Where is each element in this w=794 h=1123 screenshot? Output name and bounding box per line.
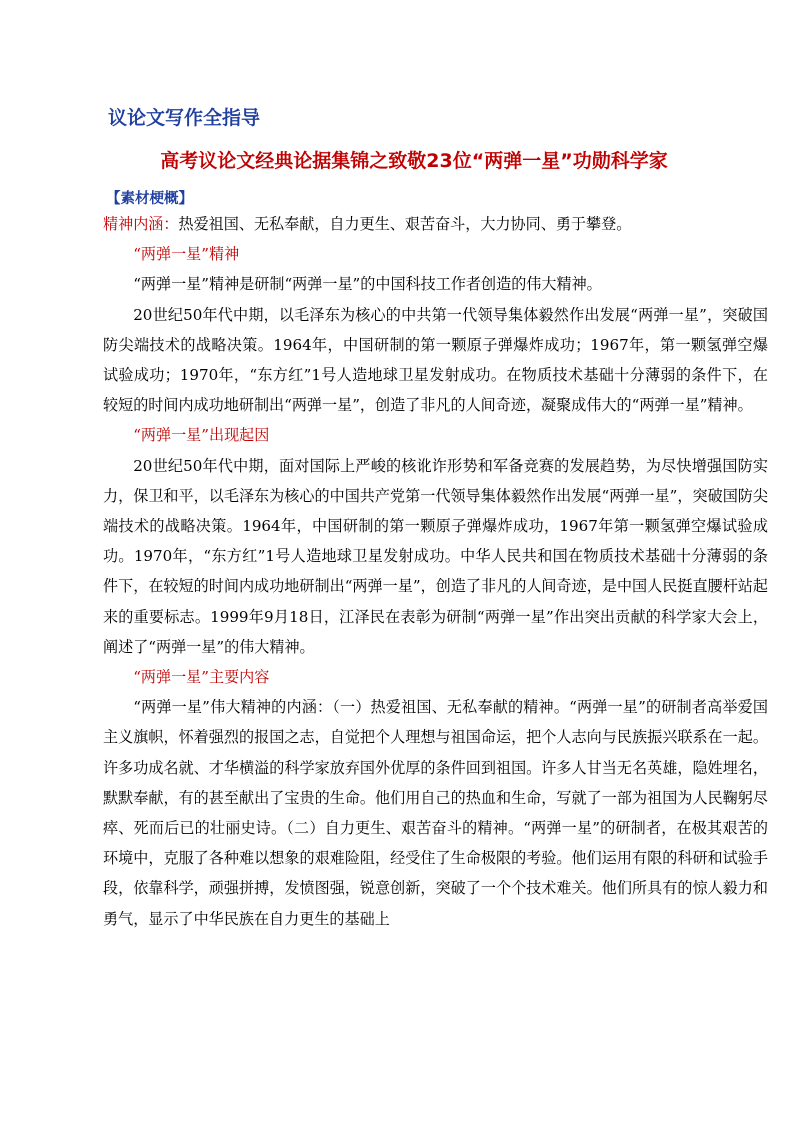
summary-text: 热爱祖国、无私奉献，自力更生、艰苦奋斗，大力协同、勇于攀登。 (178, 215, 632, 233)
section-heading: “两弹一星”出现起因 (133, 426, 270, 445)
summary-label: 精神内涵： (103, 215, 179, 233)
document-title: 高考议论文经典论据集锦之致敬23位“两弹一星”功勋科学家 (160, 150, 668, 172)
body-paragraph: “两弹一星”伟大精神的内涵：（一）热爱祖国、无私奉献的精神。“两弹一星”的研制者高举爱国主义旗帜，怀着强烈的报国之志，自觉把个人理想与祖国命运，把个人志向与民族振兴联系在一起。许多功成名就、才华横溢的科学家放弃国外优厚的条件回到祖国。许多人甘当无名英雄，隐姓埋名，默默奉献，有的甚至献出了宝贵的生命。他们用自己的热血和生命，写就了一部为祖国为人民鞠躬尽瘁、死而后已的壮丽史诗。（二）自力更生、艰苦奋斗的精神。“两弹一星”的研制者，在极其艰苦的环境中，克服了各种难以想象的艰难险阻，经受住了生命极限的考验。他们运用有限的科研和试验手段，依靠科学，顽强拼搏，发愤图强，锐意创新，突破了一个个技术难关。他们所具有的惊人毅力和勇气，显示了中华民族在自力更生的基础上 (103, 698, 768, 928)
body-paragraph: “两弹一星”精神是研制“两弹一星”的中国科技工作者创造的伟大精神。 (133, 275, 602, 294)
body-paragraph: 20世纪50年代中期，面对国际上严峻的核讹诈形势和军备竞赛的发展趋势，为尽快增强国防实力，保卫和平，以毛泽东为核心的中国共产党第一代领导集体毅然作出发展“两弹一星”，突破国防尖端技术的战略决策。1964年，中国研制的第一颗原子弹爆炸成功，1967年第一颗氢弹空爆试验成功。1970年，“东方红”1号人造地球卫星发射成功。中华人民共和国在物质技术基础十分薄弱的条件下，在较短的时间内成功地研制出“两弹一星”，创造了非凡的人间奇迹，是中国人民挺直腰杆站起来的重要标志。1999年9月18日，江泽民在表彰为研制“两弹一星”作出突出贡献的科学家大会上，阐述了“两弹一星”的伟大精神。 (103, 456, 768, 656)
section-tag: 【素材梗概】 (106, 191, 193, 207)
document-heading: 议论文写作全指导 (108, 107, 261, 129)
summary-paragraph (103, 209, 768, 239)
document-body (103, 209, 768, 934)
body-paragraph: 20世纪50年代中期，以毛泽东为核心的中共第一代领导集体毅然作出发展“两弹一星”，突破国防尖端技术的战略决策。1964年，中国研制的第一颗原子弹爆炸成功；1967年，第一颗氢弹空爆试验成功；1970年，“东方红”1号人造地球卫星发射成功。在物质技术基础十分薄弱的条件下，在较短的时间内成功地研制出“两弹一星”，创造了非凡的人间奇迹，凝聚成伟大的“两弹一星”精神。 (103, 305, 768, 415)
section-heading: “两弹一星”精神 (133, 245, 240, 264)
section-heading: “两弹一星”主要内容 (133, 668, 270, 687)
